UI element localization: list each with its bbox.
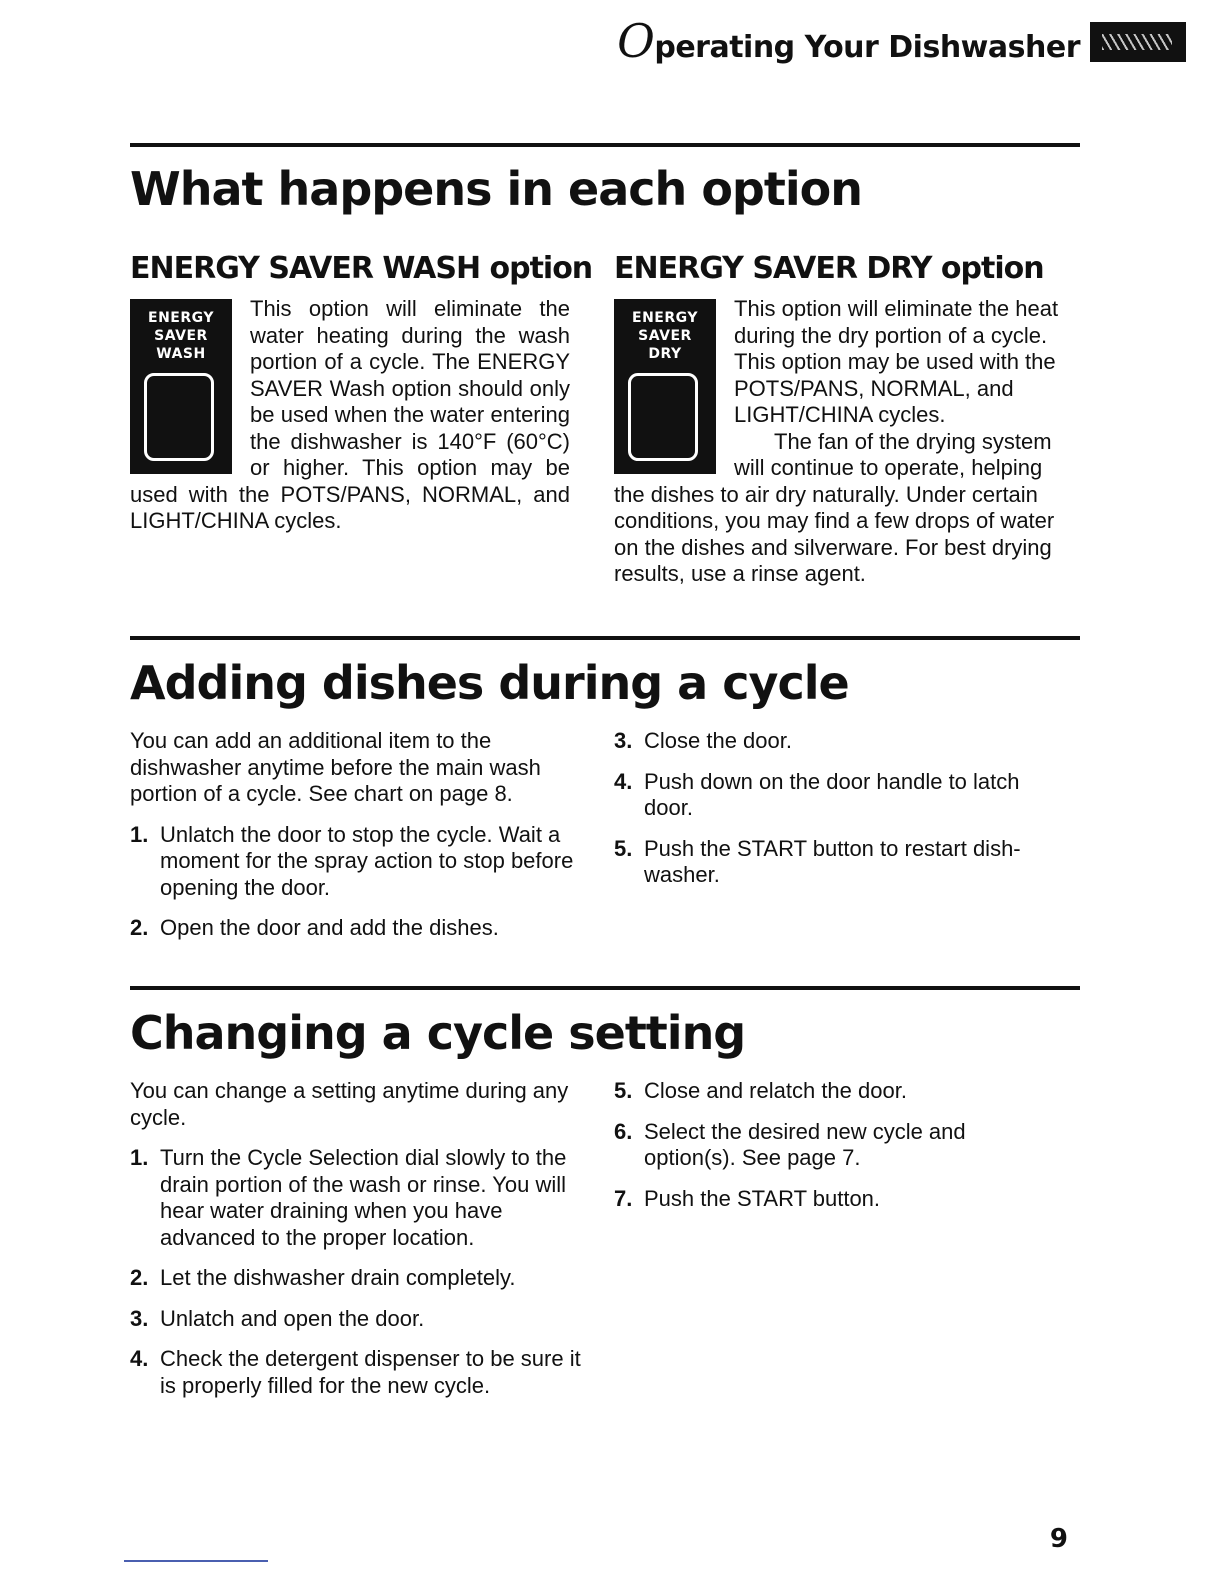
list-item [130, 1265, 585, 1292]
list-item [614, 1078, 1054, 1105]
step-text: Close the door. [644, 728, 792, 753]
page-header [617, 14, 1186, 68]
list-item [614, 1186, 1054, 1213]
header-title-initial: O [617, 14, 655, 68]
badge-line: SAVER [154, 328, 208, 344]
wash-option-block [130, 296, 570, 535]
step-number: 2. [130, 915, 149, 940]
list-item [614, 836, 1054, 889]
step-number: 4. [614, 768, 633, 794]
button-outline-icon [144, 373, 214, 461]
step-text: Unlatch the door to stop the cycle. Wait a moment for the spray action to stop before opening the door. [160, 821, 574, 900]
section-title-changing: Changing a cycle setting [130, 1006, 746, 1060]
energy-saver-wash-button-icon [130, 299, 232, 474]
adding-right-column [614, 728, 1054, 903]
step-text: Push the START button to restart dish-washer. [644, 835, 1021, 887]
section-title-options: What happens in each option [130, 162, 862, 216]
step-number: 5. [614, 1078, 633, 1103]
step-text: Push down on the door handle to latch door. [644, 768, 1020, 820]
step-number: 4. [130, 1346, 149, 1371]
brand-logo-icon [1090, 22, 1186, 62]
step-number: 7. [614, 1185, 633, 1211]
list-item [130, 1306, 585, 1333]
section-divider [130, 986, 1080, 990]
step-text: Select the desired new cycle and option(s). See page 7. [644, 1118, 966, 1170]
badge-line: ENERGY [632, 310, 698, 326]
step-number: 2. [130, 1265, 149, 1290]
dry-option-heading: ENERGY SAVER DRY option [614, 251, 1044, 286]
step-text: Open the door and add the dishes. [160, 915, 499, 940]
step-number: 3. [614, 728, 633, 753]
button-outline-icon [628, 373, 698, 461]
list-item [130, 1145, 585, 1251]
wash-option-text: This option will eliminate the water heating during the wash portion of a cycle. The ENERGY SAVER Wash option should only be used when the water entering the dishwasher is 140°F (60°C) or higher. This option may be used with the POTS/PANS, NORMAL, and LIGHT/CHINA cycles. [130, 296, 570, 533]
badge-line: WASH [156, 346, 206, 362]
badge-line: DRY [648, 346, 682, 362]
list-item [130, 915, 585, 942]
dry-option-text-2: The fan of the drying system will continue to operate, helping the dishes to air dry naturally. Under certain conditions, you may find a few drops of water on the dishes and silverware. For best drying results, use a rinse agent. [614, 428, 1055, 586]
step-number: 5. [614, 835, 633, 861]
footer-divider [124, 1560, 268, 1562]
changing-left-column [130, 1078, 585, 1413]
page-number: 9 [1049, 1524, 1068, 1554]
dry-option-text: This option will eliminate the heat during the dry portion of a cycle. This option may be used with the POTS/PANS, NORMAL, and LIGHT/CHINA cycles. [734, 296, 1059, 427]
badge-line: SAVER [638, 328, 692, 344]
step-number: 1. [130, 821, 149, 847]
section-divider [130, 143, 1080, 147]
list-item [614, 1119, 1054, 1172]
step-number: 1. [130, 1145, 149, 1170]
header-title-rest: perating Your Dishwasher [654, 30, 1080, 65]
step-text: Close and relatch the door. [644, 1078, 907, 1103]
step-text: Check the detergent dispenser to be sure it is properly filled for the new cycle. [160, 1346, 581, 1398]
badge-line: ENERGY [148, 310, 214, 326]
step-number: 3. [130, 1305, 149, 1331]
section-divider [130, 636, 1080, 640]
energy-saver-dry-button-icon [614, 299, 716, 474]
adding-left-column [130, 728, 585, 956]
step-text: Unlatch and open the door. [160, 1305, 425, 1331]
step-number: 6. [614, 1118, 633, 1144]
step-text: Turn the Cycle Selection dial slowly to the drain portion of the wash or rinse. You will hear water draining when you have advanced to the proper location. [160, 1145, 567, 1250]
list-item [614, 728, 1054, 755]
list-item [130, 1346, 585, 1399]
changing-intro: You can change a setting anytime during any cycle. [130, 1078, 569, 1130]
list-item [614, 769, 1054, 822]
header-title [617, 14, 1080, 68]
section-title-adding: Adding dishes during a cycle [130, 656, 849, 710]
list-item [130, 822, 585, 902]
dry-option-block [614, 296, 1074, 588]
wash-option-heading: ENERGY SAVER WASH option [130, 251, 593, 286]
changing-right-column [614, 1078, 1054, 1226]
step-text: Push the START button. [644, 1185, 881, 1211]
adding-intro: You can add an additional item to the dishwasher anytime before the main wash portion of a cycle. See chart on page 8. [130, 728, 541, 806]
step-text: Let the dishwasher drain completely. [160, 1265, 516, 1290]
